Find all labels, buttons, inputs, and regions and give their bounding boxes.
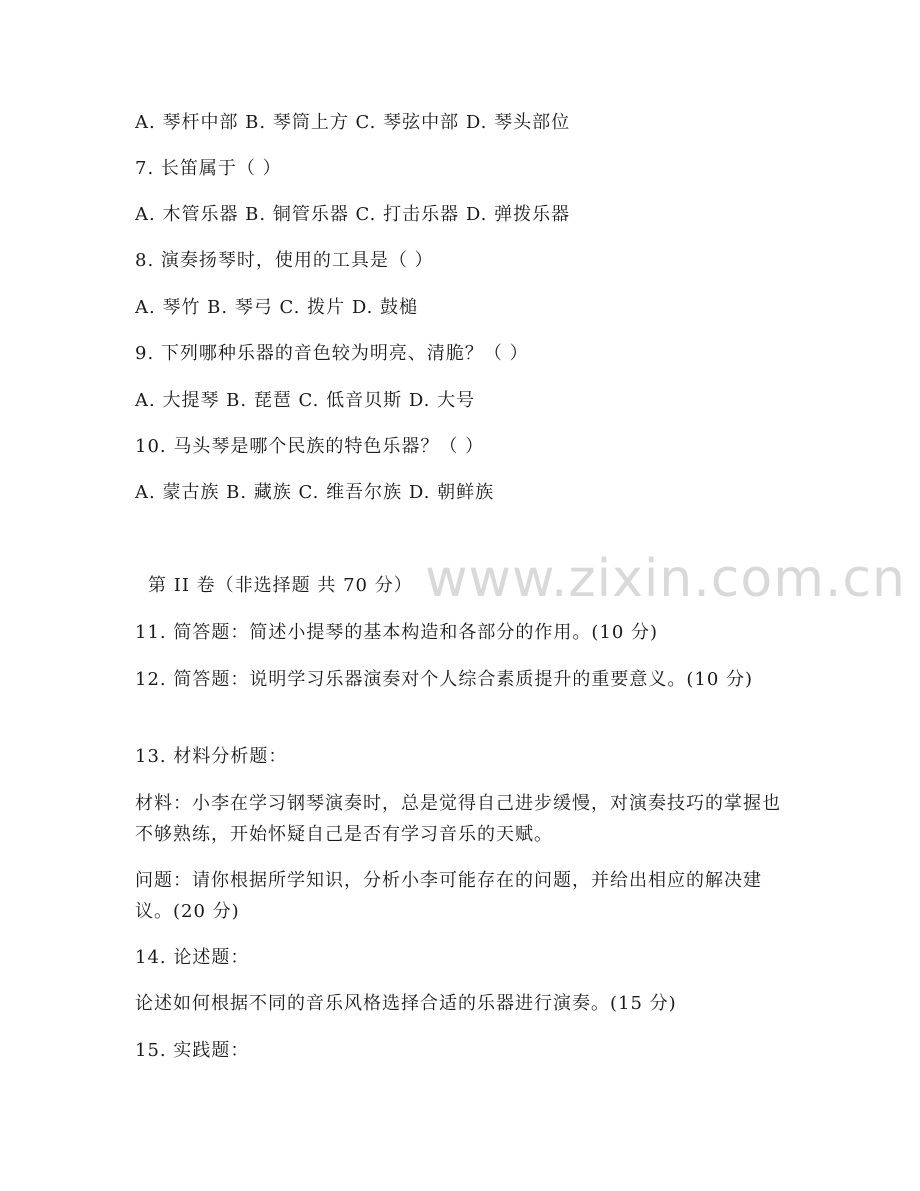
question-8: 8. 演奏扬琴时，使用的工具是（ ） (135, 250, 434, 271)
question-8-options: A. 琴竹 B. 琴弓 C. 拨片 D. 鼓槌 (135, 297, 419, 318)
question-12: 12. 简答题：说明学习乐器演奏对个人综合素质提升的重要意义。(10 分) (135, 669, 754, 690)
question-7-options: A. 木管乐器 B. 铜管乐器 C. 打击乐器 D. 弹拨乐器 (135, 204, 571, 225)
question-7: 7. 长笛属于（ ） (135, 158, 282, 179)
question-6-options: A. 琴杆中部 B. 琴筒上方 C. 琴弦中部 D. 琴头部位 (135, 112, 571, 133)
section-heading: 第 II 卷（非选择题 共 70 分） (148, 575, 413, 596)
question-10-options: A. 蒙古族 B. 藏族 C. 维吾尔族 D. 朝鲜族 (135, 482, 495, 503)
question-13-material: 材料：小李在学习钢琴演奏时，总是觉得自己进步缓慢，对演奏技巧的掌握也不够熟练，开始怀疑自己是否有学习音乐的天赋。 (135, 793, 781, 845)
question-11: 11. 简答题：简述小提琴的基本构造和各部分的作用。(10 分) (135, 622, 659, 643)
question-9: 9. 下列哪种乐器的音色较为明亮、清脆？（ ） (135, 343, 529, 364)
question-14-body: 论述如何根据不同的音乐风格选择合适的乐器进行演奏。(15 分) (135, 993, 677, 1014)
question-10: 10. 马头琴是哪个民族的特色乐器？（ ） (135, 436, 485, 457)
question-15: 15. 实践题： (135, 1040, 250, 1061)
question-9-options: A. 大提琴 B. 琵琶 C. 低音贝斯 D. 大号 (135, 390, 476, 411)
watermark: www.zixin.com.cn (425, 549, 906, 609)
question-14: 14. 论述题： (135, 947, 250, 968)
question-13-prompt: 问题：请你根据所学知识，分析小李可能存在的问题，并给出相应的解决建议。(20 分) (135, 870, 762, 922)
question-13: 13. 材料分析题： (135, 746, 288, 767)
